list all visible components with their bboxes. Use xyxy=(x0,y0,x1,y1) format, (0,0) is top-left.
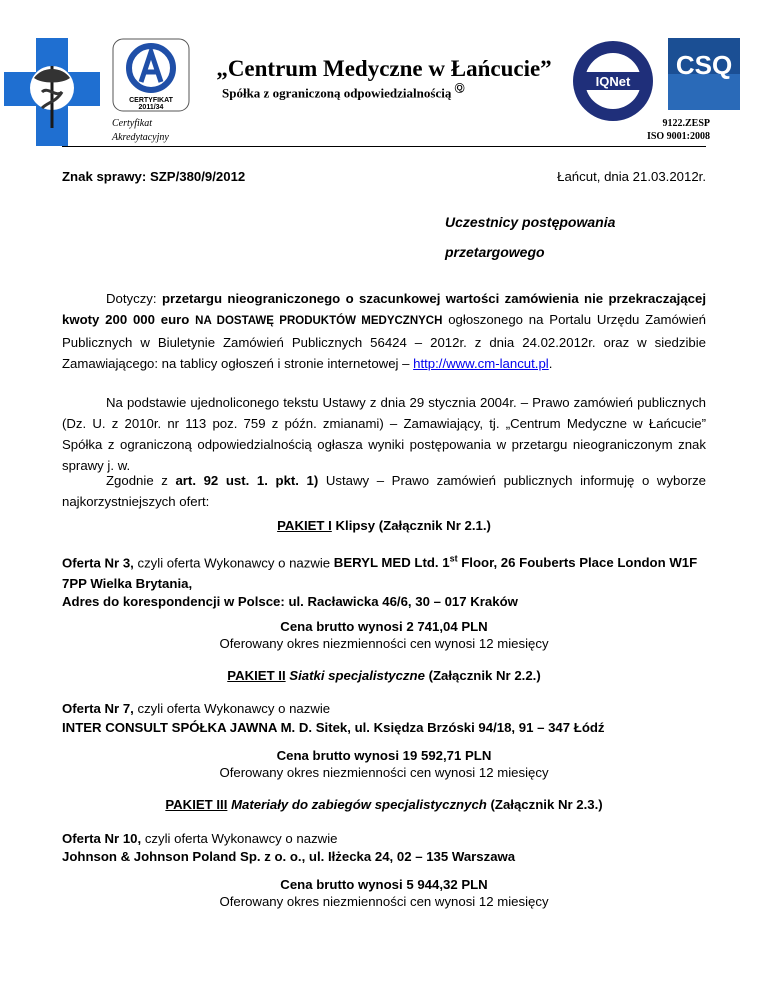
iso-label-line1: 9122.ZESP xyxy=(662,118,710,129)
basis-paragraph: Na podstawie ujednoliconego tekstu Ustawy z dnia 29 stycznia 2004r. – Prawo zamówień publicznych (Dz. U. z 2010r. nr 113 poz. 759 z późn. zmianami) – Zamawiający, tj. „Centrum Medyczne w Łańcucie” Spółka z ograniczoną odpowiedzialnością ogłasza wyniki postępowania w przetargu nieograniczonym znak sprawy j. w. xyxy=(62,395,706,473)
package-2-price: Cena brutto wynosi 19 592,71 PLN xyxy=(276,748,492,763)
subject-prefix: Dotyczy: xyxy=(106,291,162,306)
package-2-offer-no: Oferta Nr 7, xyxy=(62,701,134,716)
package-3-offer-rest: czyli oferta Wykonawcy o nazwie xyxy=(141,831,338,846)
subject-bold: przetargu nieograniczonego o szacunkowej wartości zamówienia nie przekraczającej kwoty 200 000 euro xyxy=(62,291,706,327)
cert-label-line2: Akredytacyjny xyxy=(112,132,169,143)
package-1-price: Cena brutto wynosi 2 741,04 PLN xyxy=(280,619,488,634)
package-1-offer xyxy=(62,549,706,594)
package-3-name: Materiały do zabiegów specjalistycznych xyxy=(231,797,487,812)
package-2-term: Oferowany okres niezmienności cen wynosi 12 miesięcy xyxy=(219,765,549,780)
iqnet-text: IQNet xyxy=(595,74,631,89)
package-1-heading xyxy=(62,515,706,536)
package-1-sup: st xyxy=(449,554,458,564)
package-3-label: PAKIET III xyxy=(165,797,228,812)
iso-label xyxy=(647,117,710,143)
hospital-cross-logo xyxy=(2,36,102,148)
package-1-name: Klipsy xyxy=(335,518,376,533)
cert-label xyxy=(112,117,169,145)
package-2-label: PAKIET II xyxy=(227,668,286,683)
package-3-heading xyxy=(62,794,706,815)
subject-rest: ogłoszonego na Portalu Urzędu Zamówień Publicznych w Biuletynie Zamówień Publicznych 56424 – 2012r. z dnia 24.02.2012r. oraz w siedzibie Zamawiającego: na tablicy ogłoszeń i stronie internetowej – xyxy=(62,312,706,371)
q-mark-icon: Ⓠ xyxy=(454,84,465,95)
package-1-company2: Floor, 26 Fouberts Place London W1F 7PP Wielka Brytania, xyxy=(62,555,698,592)
case-number: Znak sprawy: SZP/380/9/2012 xyxy=(62,169,246,184)
package-3-attach: (Załącznik Nr 2.3.) xyxy=(490,797,603,812)
iso-label-line2: ISO 9001:2008 xyxy=(646,131,710,142)
package-1-address: Adres do korespondencji w Polsce: ul. Racławicka 46/6, 30 – 017 Kraków xyxy=(62,594,518,609)
company-subtitle: Spółka z ograniczoną odpowiedzialnością Ⓠ xyxy=(222,84,465,101)
package-2-heading xyxy=(62,665,706,686)
package-1-offer-rest: czyli oferta Wykonawcy o nazwie xyxy=(133,555,334,571)
package-3-company: Johnson & Johnson Poland Sp. z o. o., ul. Iłżecka 24, 02 – 135 Warszawa xyxy=(62,849,516,864)
package-1-offer-no: Oferta Nr 3, xyxy=(62,555,134,571)
package-3-term: Oferowany okres niezmienności cen wynosi 12 miesięcy xyxy=(219,894,549,909)
subject-paragraph xyxy=(62,288,706,374)
package-1-label: PAKIET I xyxy=(277,518,332,533)
package-2-company: INTER CONSULT SPÓŁKA JAWNA M. D. Sitek, ul. Księdza Brzóski 94/18, 91 – 347 Łódź xyxy=(62,720,605,735)
recipient-line2: przetargowego xyxy=(445,244,545,260)
package-2-offer-rest: czyli oferta Wykonawcy o nazwie xyxy=(133,701,331,716)
page-title: „Centrum Medyczne w Łańcucie” xyxy=(216,56,552,81)
package-3-offer-no: Oferta Nr 10, xyxy=(62,831,142,846)
recipient-line1: Uczestnicy postępowania xyxy=(445,214,616,230)
header-divider xyxy=(62,146,706,147)
package-1-attach: (Załącznik Nr 2.1.) xyxy=(378,518,491,533)
subject-end: . xyxy=(548,356,553,371)
package-2-offer xyxy=(62,698,706,719)
document-date: Łańcut, dnia 21.03.2012r. xyxy=(557,169,706,184)
decision-a: Zgodnie z xyxy=(106,473,176,488)
cert-badge-text: CERTYFIKAT 2011/34 xyxy=(129,97,173,111)
decision-paragraph xyxy=(62,470,706,512)
website-link[interactable]: http://www.cm-lancut.pl xyxy=(413,356,549,371)
package-1-company: BERYL MED Ltd. 1 xyxy=(333,555,450,571)
package-2-attach: (Załącznik Nr 2.2.) xyxy=(428,668,541,683)
csq-text: CSQ xyxy=(675,50,733,80)
package-2-name: Siatki specjalistyczne xyxy=(289,668,425,683)
cert-label-line1: Certyfikat xyxy=(112,118,152,129)
package-1-term: Oferowany okres niezmienności cen wynosi 12 miesięcy xyxy=(219,636,549,651)
package-3-price: Cena brutto wynosi 5 944,32 PLN xyxy=(280,877,488,892)
decision-c: Ustawy – Prawo zamówień publicznych informuję o wyborze najkorzystniejszych ofert: xyxy=(62,473,706,509)
subject-caps: NA DOSTAWĘ PRODUKTÓW MEDYCZNYCH xyxy=(195,315,443,327)
decision-article: art. 92 ust. 1. pkt. 1) xyxy=(175,473,319,488)
